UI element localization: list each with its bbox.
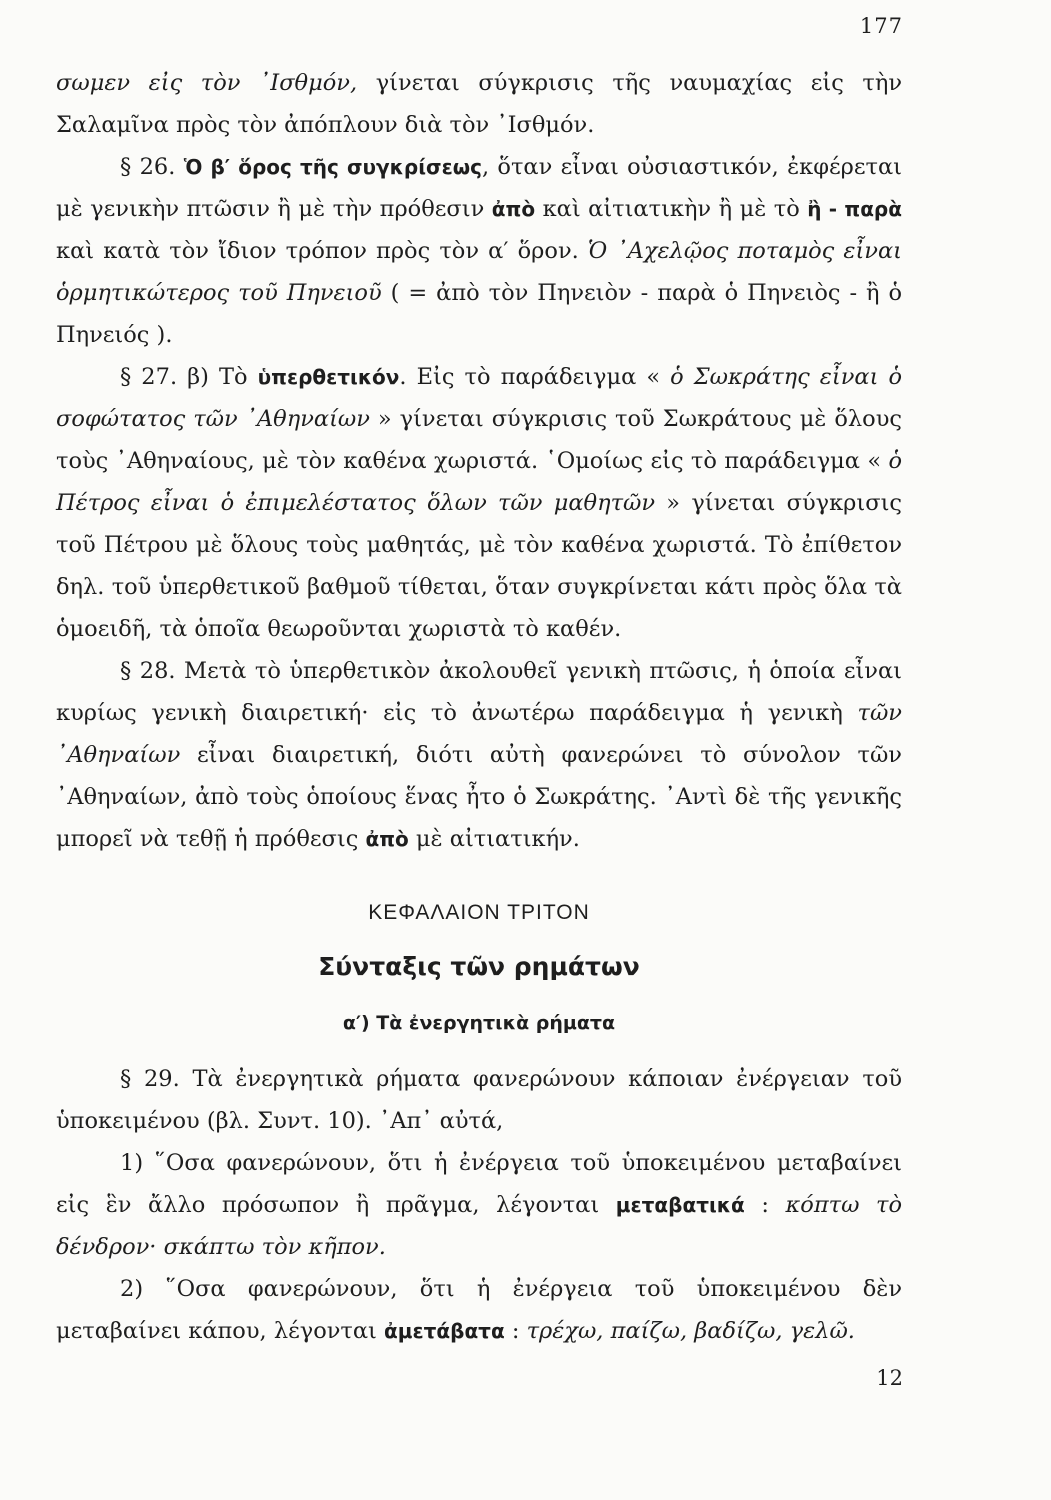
bold-term: ἀπὸ bbox=[365, 827, 409, 851]
bold-term: μεταβατικά bbox=[615, 1193, 745, 1217]
text: γίνεται σύγκρισις τῆς ναυμαχίας εἰς τὴν Σαλαμῖνα πρὸς τὸν ἀπόπλουν διὰ τὸν ᾿Ισθμόν. bbox=[56, 70, 902, 138]
text: , ὅταν εἶναι οὐσιαστικόν, ἐκφέρεται μὲ γενικὴν πτῶσιν ἢ μὲ τὴν πρόθεσιν bbox=[56, 154, 902, 222]
example-text: Ὁ ᾿Αχελῷος ποταμὸς εἶναι ὁρμητικώτερος τοῦ Πηνειοῦ bbox=[56, 238, 902, 306]
list-item bbox=[56, 1268, 902, 1352]
example-text: ὁ Σωκράτης εἶναι ὁ σοφώτατος τῶν ᾿Αθηναίων bbox=[56, 364, 902, 432]
text: . Εἰς τὸ παράδειγμα « bbox=[399, 364, 671, 390]
text: Μετὰ τὸ ὑπερθετικὸν ἀκολουθεῖ γενικὴ πτῶσις, ἡ ὁποία εἶναι κυρίως γενικὴ διαιρετική· εἰς τὸ ἀνωτέρω παράδειγμα ἡ γενικὴ bbox=[56, 658, 902, 726]
section-number: § 28. bbox=[120, 658, 185, 684]
signature-number: 12 bbox=[876, 1366, 903, 1390]
text: 1) ῞Οσα φανερώνουν, ὅτι ἡ ἐνέργεια τοῦ ὑποκειμένου μεταβαίνει εἰς ἓν ἄλλο πρόσωπον ἢ πρᾶγμα, λέγονται bbox=[56, 1150, 902, 1218]
section-number: § 29. bbox=[120, 1066, 193, 1092]
chapter-title: Σύνταξις τῶν ρημάτων bbox=[318, 952, 640, 981]
bold-term: ἀπὸ bbox=[491, 197, 536, 221]
text: εἶναι διαιρετική, διότι αὐτὴ φανερώνει τὸ σύνολον τῶν ᾿Αθηναίων, ἀπὸ τοὺς ὁποίους ἕνας ἦτο ὁ Σωκράτης. ᾿Αντὶ δὲ τῆς γενικῆς μπορεῖ νὰ τεθῇ ἡ πρόθεσις bbox=[56, 742, 902, 852]
text: καὶ αἰτιατικὴν ἢ μὲ τὸ bbox=[535, 196, 808, 222]
italic-text: σωμεν εἰς τὸν ᾿Ισθμόν, bbox=[56, 70, 358, 96]
text: : bbox=[744, 1192, 786, 1218]
section-number: § 26. bbox=[120, 154, 184, 180]
bold-term: ὑπερθετικόν bbox=[257, 365, 400, 389]
example-text: κόπτω τὸ δένδρον· σκάπτω τὸν κῆπον. bbox=[56, 1192, 903, 1260]
bold-term: ἢ - παρὰ bbox=[807, 197, 902, 221]
chapter-heading: ΚΕΦΑΛΑΙΟΝ ΤΡΙΤΟΝ bbox=[368, 901, 590, 924]
text: ( = ἀπὸ τὸν Πηνειὸν - παρὰ ὁ Πηνειὸς - ἢ ὁ Πηνειός ). bbox=[56, 280, 902, 348]
section-number: § 27. β) Τὸ bbox=[120, 364, 258, 390]
bold-term: Ὁ β′ ὅρος τῆς συγκρίσεως bbox=[183, 155, 482, 179]
section-29 bbox=[56, 1058, 902, 1142]
section-subtitle: α′) Τὰ ἐνεργητικὰ ρήματα bbox=[342, 1012, 616, 1034]
page-number: 177 bbox=[859, 14, 903, 38]
example-text: τρέχω, παίζω, βαδίζω, γελῶ. bbox=[526, 1318, 855, 1344]
example-text: ὁ Πέτρος εἶναι ὁ ἐπιμελέστατος ὅλων τῶν μαθητῶν bbox=[56, 448, 902, 516]
text: 2) ῞Οσα φανερώνουν, ὅτι ἡ ἐνέργεια τοῦ ὑποκειμένου δὲν μεταβαίνει κάπου, λέγονται bbox=[56, 1276, 902, 1344]
text: : bbox=[504, 1318, 527, 1344]
bold-term: ἀμετάβατα bbox=[384, 1319, 505, 1343]
page-body bbox=[56, 62, 902, 1352]
section-27 bbox=[56, 356, 902, 650]
text: μὲ αἰτιατικήν. bbox=[408, 826, 580, 852]
example-text: τῶν ᾿Αθηναίων bbox=[56, 700, 902, 768]
text: καὶ κατὰ τὸν ἴδιον τρόπον πρὸς τὸν α′ ὅρον. bbox=[56, 238, 588, 264]
text: » γίνεται σύγκρισις τοῦ Σωκράτους μὲ ὅλους τοὺς ᾿Αθηναίους, μὲ τὸν καθένα χωριστά. ῾Ομοίως εἰς τὸ παράδειγμα « bbox=[56, 406, 902, 474]
section-26 bbox=[56, 146, 902, 356]
text: » γίνεται σύγκρισις τοῦ Πέτρου μὲ ὅλους τοὺς μαθητάς, μὲ τὸν καθένα χωριστά. Τὸ ἐπίθετον δηλ. τοῦ ὑπερθετικοῦ βαθμοῦ τίθεται, ὅταν συγκρίνεται κάτι πρὸς ὅλα τὰ ὁμοειδῆ, τὰ ὁποῖα θεωροῦνται χωριστὰ τὸ καθέν. bbox=[56, 490, 903, 642]
list-item bbox=[56, 1142, 902, 1268]
paragraph-continuation bbox=[56, 62, 902, 146]
text: Τὰ ἐνεργητικὰ ρήματα φανερώνουν κάποιαν ἐνέργειαν τοῦ ὑποκειμένου (βλ. Συντ. 10). ᾿Απ᾿ αὐτά, bbox=[56, 1066, 902, 1134]
section-28 bbox=[56, 650, 902, 860]
